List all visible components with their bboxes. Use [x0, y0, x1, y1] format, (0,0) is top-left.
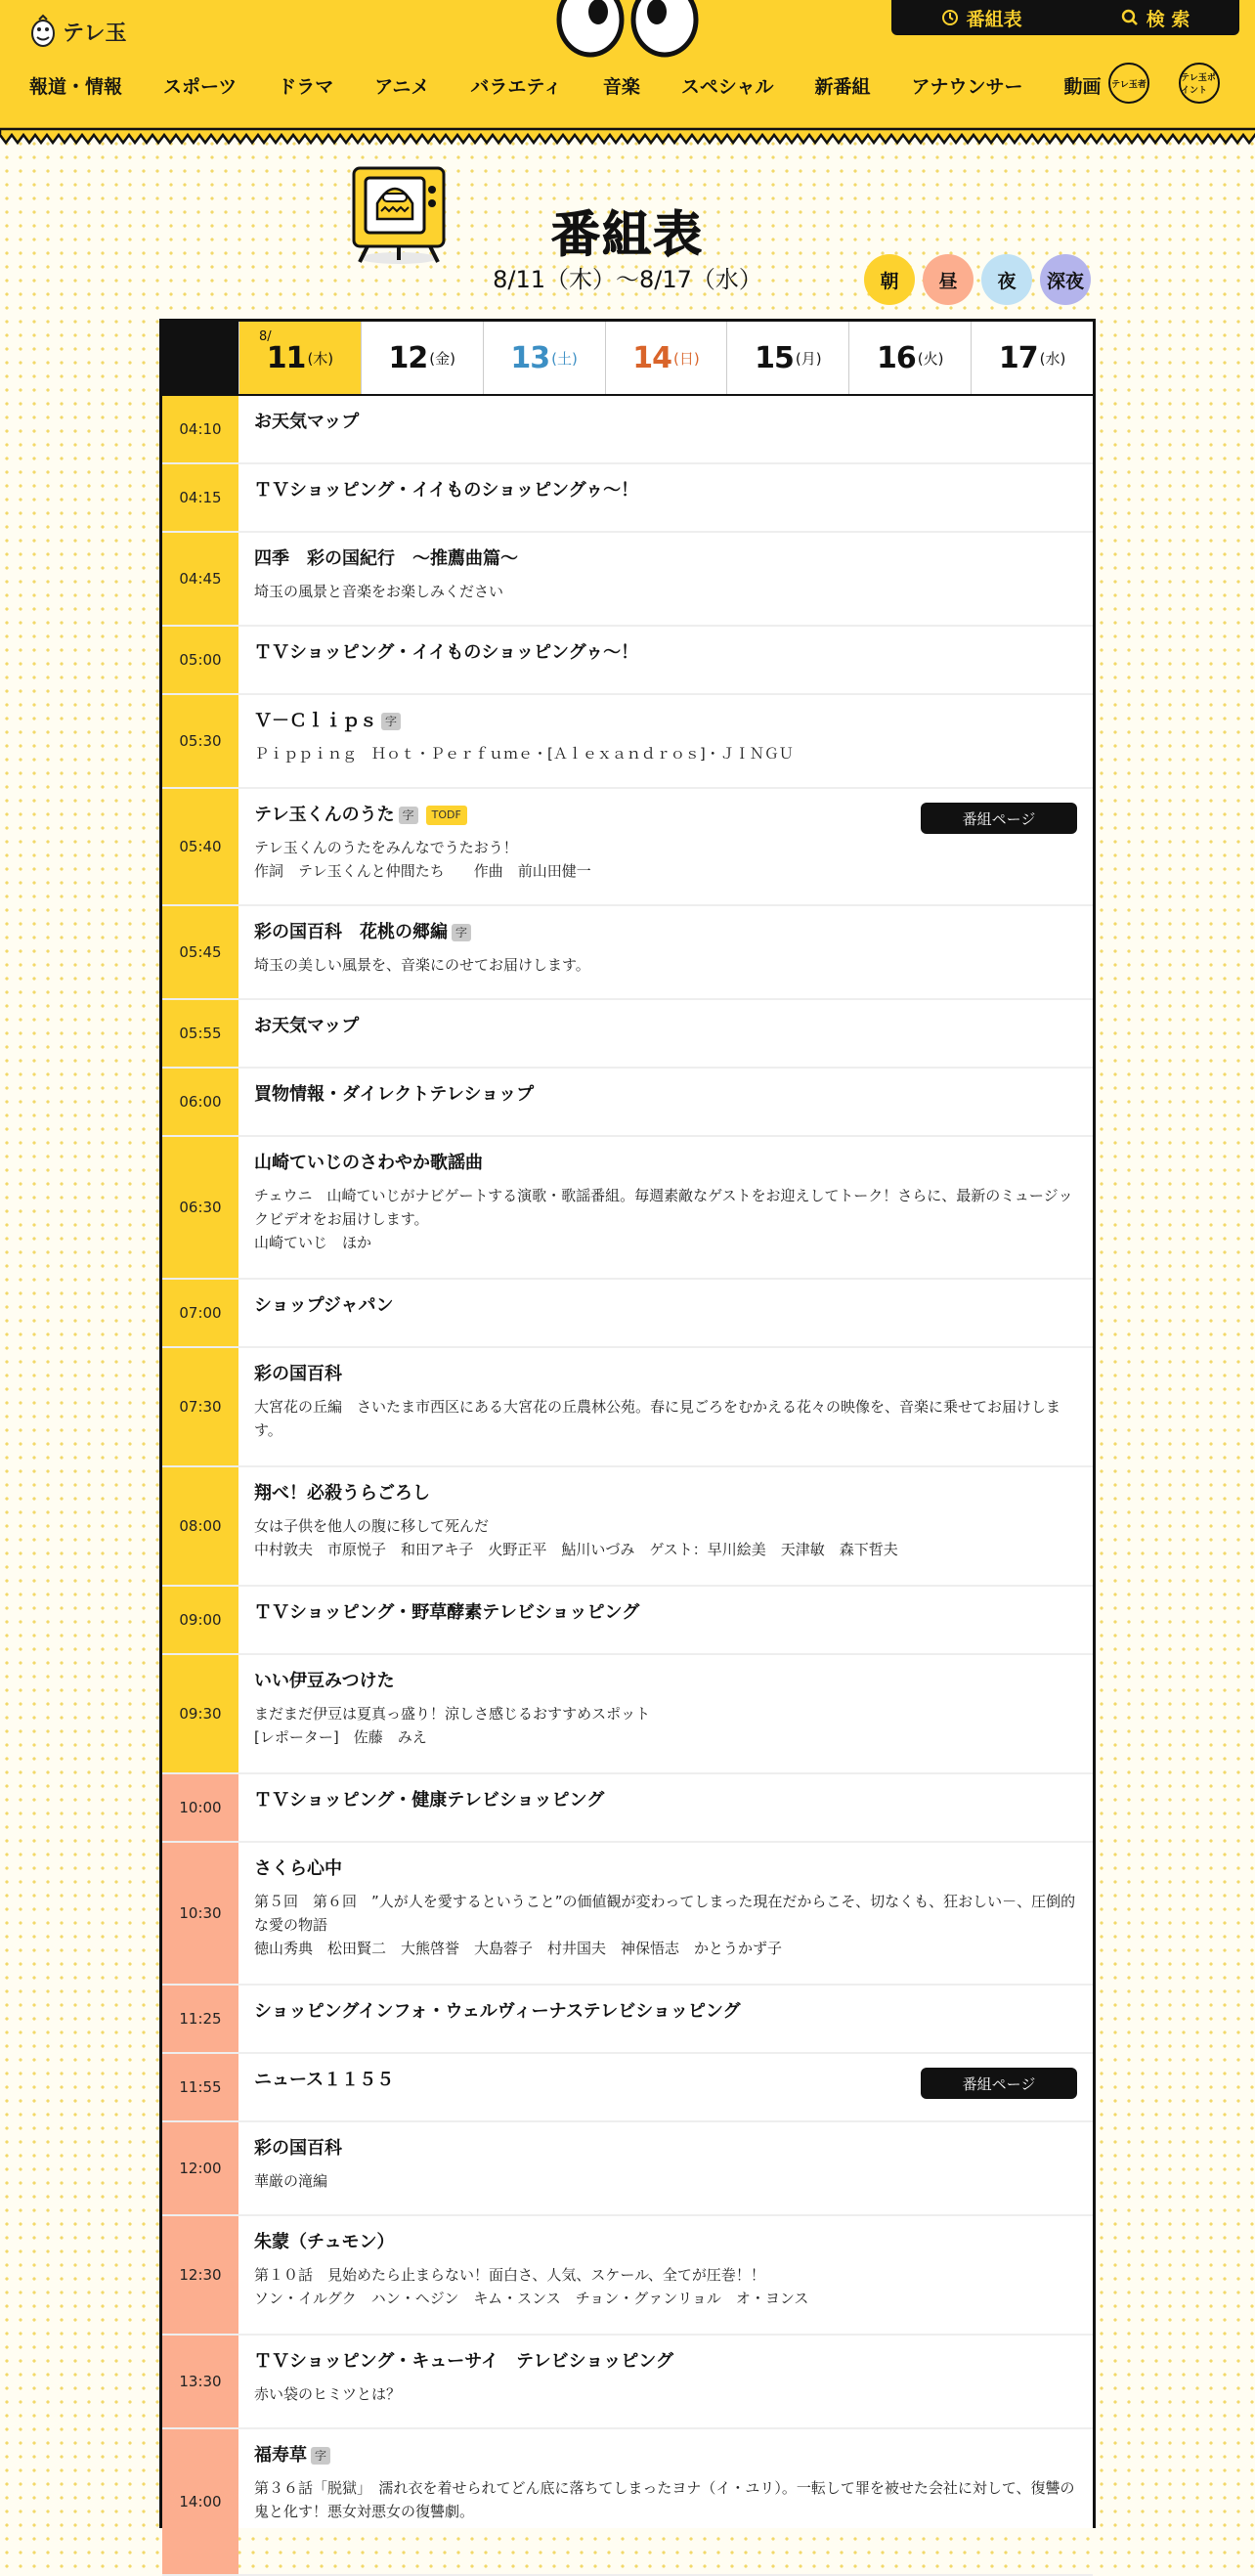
program-row[interactable] — [162, 1137, 1093, 1280]
program-time: 05:30 — [162, 695, 238, 787]
program-row[interactable] — [162, 1069, 1093, 1137]
day-tab-number: 14 — [632, 340, 672, 375]
subtitle-badge: 字 — [311, 2447, 330, 2465]
program-title[interactable] — [254, 1293, 1077, 1319]
program-info — [238, 2122, 1093, 2214]
program-title[interactable] — [254, 2230, 1077, 2255]
program-info — [238, 2429, 1093, 2574]
telestama-point-icon[interactable] — [1179, 63, 1220, 104]
site-header — [0, 0, 1255, 129]
program-info — [238, 789, 1093, 904]
program-info — [238, 906, 1093, 998]
day-tab-16[interactable] — [848, 322, 971, 394]
program-row[interactable] — [162, 695, 1093, 789]
program-time: 09:00 — [162, 1587, 238, 1653]
program-time: 04:45 — [162, 533, 238, 625]
search-link-label: 検 索 — [1146, 8, 1190, 30]
program-info — [238, 1655, 1093, 1772]
late-night-button[interactable]: 深夜 — [1040, 254, 1091, 305]
program-row[interactable] — [162, 2054, 1093, 2122]
program-title-text: 朱蒙（チュモン） — [254, 2232, 395, 2252]
program-info — [238, 1069, 1093, 1135]
subtitle-badge: 字 — [399, 807, 418, 824]
program-title[interactable] — [254, 1999, 1077, 2025]
logo-text: テレ玉 — [63, 21, 127, 46]
program-row[interactable] — [162, 2429, 1093, 2576]
nav-item-announcers[interactable]: アナウンサー — [911, 76, 1023, 98]
day-tab-11[interactable] — [238, 322, 361, 394]
program-time: 11:25 — [162, 1986, 238, 2052]
nav-item-variety[interactable]: バラエティ — [470, 76, 562, 98]
program-info — [238, 2216, 1093, 2334]
noon-button[interactable]: 昼 — [923, 254, 974, 305]
program-title-text: ショッピングインフォ・ウェルヴィーナステレビショッピング — [254, 2001, 741, 2022]
program-row[interactable] — [162, 1000, 1093, 1069]
program-title[interactable] — [254, 2349, 1077, 2375]
program-row[interactable] — [162, 2122, 1093, 2216]
program-time: 06:00 — [162, 1069, 238, 1135]
program-page-button[interactable]: 番組ページ — [921, 2068, 1077, 2099]
tv-mascot-logo-icon — [29, 14, 57, 49]
program-time: 07:30 — [162, 1348, 238, 1465]
day-tab-14[interactable] — [605, 322, 727, 394]
nav-item-special[interactable]: スペシャル — [680, 76, 774, 98]
program-title-text: 翔べ！必殺うらごろし — [254, 1483, 430, 1504]
schedule-table — [159, 319, 1096, 2528]
program-title[interactable] — [254, 1669, 1077, 1694]
nav-item-sports[interactable]: スポーツ — [163, 76, 238, 98]
program-page-button[interactable]: 番組ページ — [921, 803, 1077, 834]
day-tab-number: 16 — [876, 340, 916, 375]
program-description: Ｐｉｐｐｉｎｇ Ｈｏｔ・Ｐｅｒｆｕｍｅ・[Ａｌｅｘａｎｄｒｏｓ]・ＪＩＮＧＵ — [254, 745, 794, 763]
program-title[interactable] — [254, 478, 1077, 503]
program-info — [238, 533, 1093, 625]
program-time: 05:55 — [162, 1000, 238, 1067]
day-tab-13[interactable] — [483, 322, 605, 394]
program-info — [238, 1587, 1093, 1653]
program-title[interactable] — [254, 1151, 1077, 1176]
search-icon — [1121, 9, 1139, 26]
date-range: 8/11（木）〜8/17（水） — [493, 266, 762, 293]
program-time: 05:00 — [162, 627, 238, 693]
night-button[interactable]: 夜 — [981, 254, 1032, 305]
day-tab-17[interactable] — [971, 322, 1093, 394]
subtitle-badge: 字 — [381, 713, 401, 730]
program-title-text: ＴＶショッピング・イイものショッピングゥ～！ — [254, 480, 639, 501]
program-title[interactable] — [254, 1082, 1077, 1108]
program-title-text: 福寿草 — [254, 2445, 307, 2466]
program-description: 華厳の滝編 — [254, 2172, 328, 2190]
todf-badge: TODF — [426, 806, 467, 825]
program-description: 埼玉の美しい風景を、音楽にのせてお届けします。 — [254, 956, 590, 974]
program-description: まだまだ伊豆は夏真っ盛り！涼しさ感じるおすすめスポット [レポーター] 佐藤 みえ — [254, 1705, 651, 1746]
program-row[interactable] — [162, 464, 1093, 533]
program-title-text: ショップジャパン — [254, 1295, 394, 1316]
program-info — [238, 1986, 1093, 2052]
program-info — [238, 1000, 1093, 1067]
program-description: テレ玉くんのうたをみんなでうたおう！ 作詞 テレ玉くんと仲間たち 作曲 前山田健一 — [254, 839, 591, 880]
morning-button[interactable]: 朝 — [864, 254, 915, 305]
nav-item-new-programs[interactable]: 新番組 — [814, 76, 871, 98]
program-title-text: ＴＶショッピング・健康テレビショッピング — [254, 1790, 605, 1811]
program-description: 第１０話 見始めたら止まらない！面白さ、人気、スケール、全てが圧巻！！ ソン・イルグク ハン・ヘジン キム・スンス チョン・グァンリョル オ・ヨンス — [254, 2266, 809, 2307]
main-nav — [29, 72, 1143, 99]
program-info — [238, 1137, 1093, 1278]
program-title[interactable] — [254, 2136, 1077, 2161]
day-tab-weekday: (木) — [307, 349, 334, 368]
program-row[interactable] — [162, 1467, 1093, 1587]
program-description: 大宮花の丘編 さいたま市西区にある大宮花の丘農林公苑。春に見ごろをむかえる花々の映像を、音楽に乗せてお届けします。 — [254, 1398, 1061, 1439]
program-title-text: 彩の国百科 — [254, 1364, 342, 1384]
day-tab-weekday: (水) — [1039, 349, 1066, 368]
program-title-text: いい伊豆みつけた — [254, 1671, 395, 1691]
day-tab-weekday: (月) — [795, 349, 822, 368]
program-description: 女は子供を他人の腹に移して死んだ 中村敦夫 市原悦子 和田アキ子 火野正平 鮎川いづみ ゲスト：早川絵美 天津敏 森下哲夫 — [254, 1517, 898, 1558]
program-row[interactable] — [162, 1843, 1093, 1986]
day-tab-month: 8/ — [259, 329, 272, 344]
day-tab-weekday: (日) — [673, 349, 700, 368]
program-info — [238, 2054, 1093, 2120]
day-tab-12[interactable] — [361, 322, 483, 394]
program-time: 10:30 — [162, 1843, 238, 1984]
day-tab-weekday: (金) — [429, 349, 456, 368]
program-row[interactable] — [162, 1655, 1093, 1774]
program-info — [238, 1774, 1093, 1841]
program-title[interactable] — [254, 640, 1077, 666]
program-row[interactable] — [162, 789, 1093, 906]
program-row[interactable] — [162, 1986, 1093, 2054]
program-time: 09:30 — [162, 1655, 238, 1772]
program-title[interactable] — [254, 546, 1077, 572]
schedule-link-label: 番組表 — [966, 8, 1022, 30]
program-info — [238, 695, 1093, 787]
day-tabs-corner — [162, 322, 238, 394]
program-description: 第５回 第６回 ”人が人を愛するということ”の価値観が変わってしまった現在だからこそ、切なくも、狂おしい－、圧倒的な愛の物語 徳山秀典 松田賢二 大熊啓誉 大島蓉子 村井国夫 神保悟志 かとうかず子 — [254, 1893, 1076, 1957]
program-time: 06:30 — [162, 1137, 238, 1278]
program-title[interactable] — [254, 1362, 1077, 1387]
program-title-text: お天気マップ — [254, 412, 360, 432]
program-info — [238, 1843, 1093, 1984]
nav-item-news[interactable]: 報道・情報 — [29, 76, 123, 98]
search-link[interactable] — [1121, 5, 1190, 31]
program-title-text: お天気マップ — [254, 1016, 360, 1036]
day-tabs — [162, 322, 1093, 396]
program-row[interactable] — [162, 906, 1093, 1000]
program-title[interactable] — [254, 709, 1077, 734]
program-description: チェウニ 山崎ていじがナビゲートする演歌・歌謡番組。毎週素敵なゲストをお迎えしてトーク！さらに、最新のミュージックビデオをお届けします。 山崎ていじ ほか — [254, 1187, 1073, 1251]
nav-item-drama[interactable]: ドラマ — [278, 76, 334, 98]
program-title-text: Ｖ－Ｃｌｉｐｓ — [254, 711, 377, 731]
nav-item-videos[interactable]: 動画 — [1063, 76, 1102, 98]
program-info — [238, 2336, 1093, 2427]
program-time: 14:00 — [162, 2429, 238, 2574]
program-info — [238, 464, 1093, 531]
program-time: 13:30 — [162, 2336, 238, 2427]
program-time: 04:10 — [162, 396, 238, 462]
program-title-text: テレ玉くんのうた — [254, 805, 395, 825]
program-info — [238, 1348, 1093, 1465]
program-title[interactable] — [254, 1788, 1077, 1813]
program-row[interactable] — [162, 1280, 1093, 1348]
program-title-text: ＴＶショッピング・野草酵素テレビショッピング — [254, 1602, 640, 1623]
point-icon-label: テレ玉ポイント — [1181, 73, 1216, 96]
program-title[interactable] — [254, 1856, 1077, 1882]
program-time: 07:00 — [162, 1280, 238, 1346]
program-row[interactable] — [162, 627, 1093, 695]
program-title-text: 四季 彩の国紀行 ～推薦曲篇～ — [254, 548, 518, 569]
program-title-text: さくら心中 — [254, 1858, 342, 1879]
program-row[interactable] — [162, 1587, 1093, 1655]
day-tab-weekday: (火) — [917, 349, 944, 368]
time-of-day-filter — [864, 254, 1091, 305]
program-description: 第３６話「脱獄」 濡れ衣を着せられてどん底に落ちてしまったヨナ（イ・ユリ）。一転して罪を被せた会社に対して、復讐の鬼と化す！悪女対悪女の復讐劇。 — [254, 2479, 1075, 2520]
program-info — [238, 627, 1093, 693]
program-title[interactable] — [254, 920, 1077, 945]
program-title[interactable] — [254, 2443, 1077, 2468]
program-title[interactable] — [254, 1600, 1077, 1626]
day-tab-number: 12 — [388, 340, 428, 375]
program-title-text: ＴＶショッピング・キューサイ テレビショッピング — [254, 2351, 673, 2372]
program-title-text: ニュース１１５５ — [254, 2070, 395, 2090]
day-tab-weekday: (土) — [551, 349, 578, 368]
program-info — [238, 1467, 1093, 1585]
nav-item-music[interactable]: 音楽 — [602, 76, 640, 98]
program-time: 08:00 — [162, 1467, 238, 1585]
program-title-text: 彩の国百科 — [254, 2138, 342, 2159]
program-title-text: 山崎ていじのさわやか歌謡曲 — [254, 1153, 483, 1173]
program-time: 11:55 — [162, 2054, 238, 2120]
member-icon-label: テレ玉者 — [1111, 79, 1147, 90]
program-row[interactable] — [162, 1774, 1093, 1843]
program-title[interactable] — [254, 1014, 1077, 1039]
day-tab-number: 11 — [266, 340, 306, 375]
utility-bar — [891, 0, 1239, 35]
schedule-link[interactable] — [941, 5, 1022, 31]
day-tab-number: 13 — [510, 340, 550, 375]
program-title-text: ＴＶショッピング・イイものショッピングゥ～！ — [254, 642, 639, 663]
day-tab-number: 17 — [998, 340, 1038, 375]
program-title[interactable] — [254, 1481, 1077, 1506]
program-row[interactable] — [162, 396, 1093, 464]
site-logo[interactable] — [29, 14, 127, 49]
subtitle-badge: 字 — [452, 924, 471, 941]
program-time: 10:00 — [162, 1774, 238, 1841]
program-description: 埼玉の風景と音楽をお楽しみください — [254, 583, 504, 600]
telestama-member-icon[interactable] — [1108, 63, 1149, 104]
nav-item-anime[interactable]: アニメ — [374, 76, 430, 98]
program-row[interactable] — [162, 1348, 1093, 1467]
clock-icon — [941, 9, 959, 26]
program-list — [162, 396, 1093, 2576]
program-time: 05:45 — [162, 906, 238, 998]
day-tab-15[interactable] — [726, 322, 848, 394]
program-row[interactable] — [162, 2216, 1093, 2336]
mascot-eyes-icon — [553, 0, 702, 61]
program-info — [238, 1280, 1093, 1346]
program-time: 05:40 — [162, 789, 238, 904]
program-row[interactable] — [162, 2336, 1093, 2429]
program-title-text: 買物情報・ダイレクトテレショップ — [254, 1084, 535, 1105]
program-title[interactable] — [254, 410, 1077, 435]
program-description: 赤い袋のヒミツとは？ — [254, 2385, 402, 2403]
program-info — [238, 396, 1093, 462]
day-tab-number: 15 — [755, 340, 794, 375]
program-time: 12:00 — [162, 2122, 238, 2214]
program-time: 04:15 — [162, 464, 238, 531]
page-title: 番組表 — [551, 206, 704, 263]
program-row[interactable] — [162, 533, 1093, 627]
header-zigzag-divider — [0, 129, 1255, 147]
program-time: 12:30 — [162, 2216, 238, 2334]
program-title-text: 彩の国百科 花桃の郷編 — [254, 922, 448, 942]
